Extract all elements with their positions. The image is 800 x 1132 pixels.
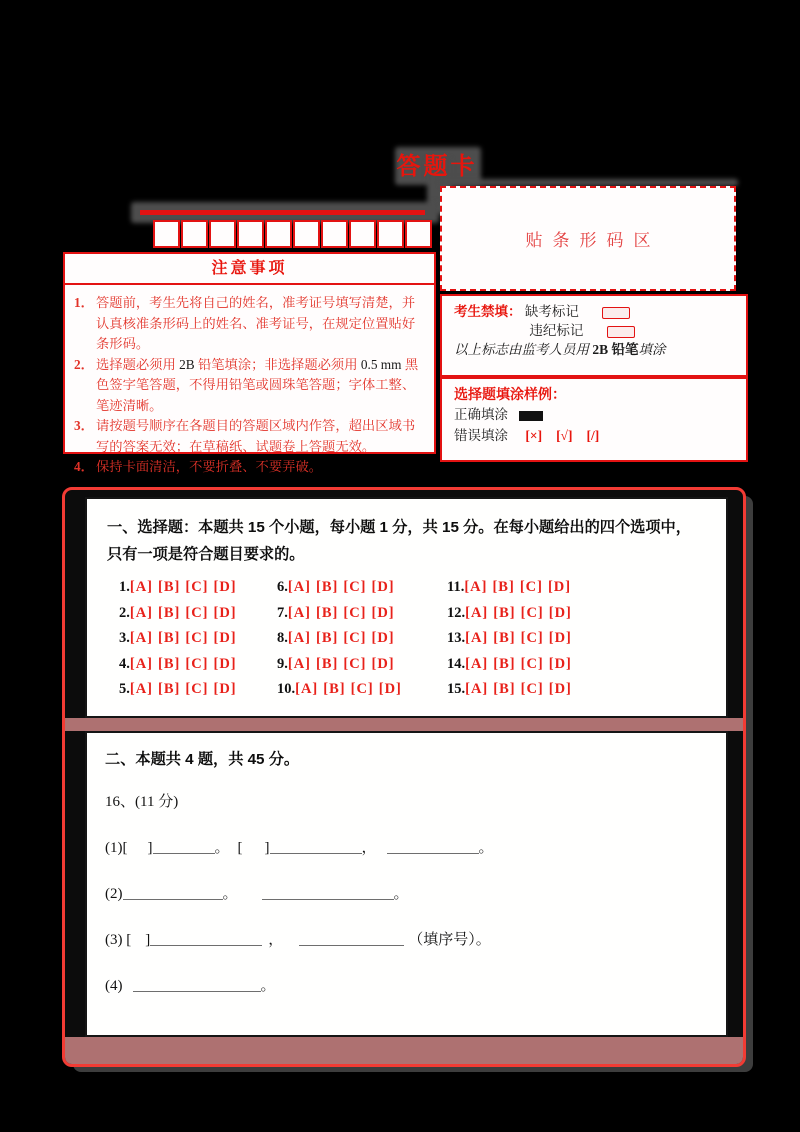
answer-blank-field[interactable]: [123, 885, 223, 900]
question-7: [277, 605, 447, 631]
option-bubble-3-A[interactable]: [A]: [129, 630, 154, 646]
question-number: 4.: [119, 655, 130, 672]
correct-fill-block: [519, 411, 543, 421]
answer-blank-field[interactable]: [153, 839, 215, 854]
question-15: [447, 681, 726, 707]
notice-item-2: [74, 355, 425, 417]
wrong-fill-marks: [511, 428, 599, 443]
notice-item-number: 2．: [74, 356, 94, 372]
option-bubble-10-B[interactable]: [B]: [323, 681, 346, 697]
answer-line-2: [105, 882, 708, 903]
notice-item-text: 请按题号顺序在各题目的答题区域内作答，超出区域书写的答案无效；在草稿纸、试题卷上答题无效。: [96, 418, 416, 454]
option-bubble-10-A[interactable]: [A]: [295, 681, 319, 697]
correct-fill-label: 正确填涂: [454, 407, 508, 422]
forbid-title: 考生禁填：: [454, 304, 522, 319]
answer-line-4: [105, 974, 708, 995]
notice-item-1: [74, 293, 425, 355]
answer-line-text: （填序号）。: [408, 932, 491, 948]
exam-number-box[interactable]: [349, 220, 376, 248]
option-bubble-4-B[interactable]: [B]: [158, 655, 181, 672]
answer-line-text: ，: [361, 840, 377, 856]
answer-line-text: 。: [393, 886, 409, 902]
option-bubble-1-D[interactable]: [D]: [213, 579, 237, 595]
question-number: 13.: [447, 630, 466, 646]
answer-blank-field[interactable]: [150, 931, 262, 946]
answer-blank-field[interactable]: [133, 977, 261, 992]
absent-mark-box[interactable]: [602, 307, 630, 319]
choice-section-box: [85, 497, 728, 718]
option-bubble-1-C[interactable]: [C]: [185, 579, 209, 595]
question-8: [277, 630, 447, 656]
answer-line-text: (1)[: [105, 840, 128, 856]
option-bubble-12-D[interactable]: [D]: [548, 604, 572, 621]
option-bubble-15-D[interactable]: [D]: [548, 681, 572, 697]
notice-item-text: 黑色签字笔答题，不得用铅笔或圆珠笔答题；字体工整、笔迹清晰。: [96, 356, 419, 413]
exam-number-boxes: [153, 220, 432, 248]
free-response-box: [85, 731, 728, 1037]
option-bubble-8-C[interactable]: [C]: [343, 630, 367, 646]
option-bubble-6-B[interactable]: [B]: [316, 579, 339, 595]
question-11: [447, 579, 726, 605]
question-number: 12.: [447, 604, 466, 621]
barcode-label: 贴条形码区: [525, 231, 661, 250]
exam-number-box[interactable]: [153, 220, 180, 248]
exam-number-box[interactable]: [321, 220, 348, 248]
forbid-note-post: 填涂: [638, 342, 666, 357]
option-bubble-14-D[interactable]: [D]: [548, 655, 572, 672]
option-bubble-5-A[interactable]: [A]: [129, 681, 154, 697]
notice-item-text: 0.5 mm: [360, 356, 405, 372]
option-bubble-9-C[interactable]: [C]: [343, 655, 367, 672]
option-bubble-4-C[interactable]: [C]: [185, 655, 209, 672]
option-bubble-11-D[interactable]: [D]: [547, 579, 572, 595]
notice-items: [65, 285, 434, 478]
option-bubble-5-B[interactable]: [B]: [158, 681, 181, 697]
answer-lines: [105, 836, 708, 995]
answer-line-1: [105, 836, 708, 857]
answer-line-text: [: [237, 840, 243, 856]
fill-sample-box: [440, 377, 748, 462]
question-number: 6.: [277, 579, 288, 595]
notice-item-text: 2B: [179, 356, 198, 372]
question-3: [119, 630, 277, 656]
notice-item-text: 保持卡面清洁，不要折叠、不要弄破。: [96, 459, 323, 474]
option-bubble-3-D[interactable]: [D]: [213, 630, 237, 646]
option-bubble-2-A[interactable]: [A]: [129, 604, 154, 621]
section2-heading: 二、本题共 4 题，共 45 分。: [105, 751, 300, 768]
notice-title: 注意事项: [65, 254, 434, 285]
option-bubble-14-C[interactable]: [C]: [520, 655, 544, 672]
absent-mark-label: 缺考标记: [524, 304, 579, 319]
question-number: 10.: [277, 681, 296, 697]
option-bubble-2-D[interactable]: [D]: [213, 604, 237, 621]
answer-line-3: [105, 928, 708, 949]
option-bubble-5-D[interactable]: [D]: [213, 681, 237, 697]
option-bubble-13-A[interactable]: [A]: [465, 630, 489, 646]
exam-number-box[interactable]: [237, 220, 264, 248]
answer-line-text: ]: [147, 840, 153, 856]
exam-number-box[interactable]: [293, 220, 320, 248]
question-10: [277, 681, 447, 707]
scan-smudge: [440, 179, 738, 186]
question-12: [447, 605, 726, 631]
option-bubble-11-B[interactable]: [B]: [492, 579, 515, 595]
question-number: 7.: [277, 604, 288, 621]
option-bubble-10-D[interactable]: [D]: [378, 681, 402, 697]
question-number: 15.: [447, 681, 466, 697]
option-bubble-8-B[interactable]: [B]: [316, 630, 339, 646]
option-bubble-15-A[interactable]: [A]: [465, 681, 489, 697]
answer-line-text: 。: [222, 886, 238, 902]
option-bubble-9-D[interactable]: [D]: [371, 655, 395, 672]
wrong-fill-mark: [/]: [586, 428, 600, 443]
exam-number-box[interactable]: [377, 220, 404, 248]
answer-blank-field[interactable]: [270, 839, 362, 854]
forbid-note: [454, 340, 746, 359]
option-bubble-9-A[interactable]: [A]: [287, 655, 312, 672]
violation-mark-label: 违纪标记: [529, 323, 584, 338]
answer-line-text: ]: [145, 932, 151, 948]
option-bubble-6-A[interactable]: [A]: [287, 579, 312, 595]
option-bubble-7-A[interactable]: [A]: [287, 604, 312, 621]
answer-line-text: 。: [214, 840, 230, 856]
divider-strip: [65, 718, 743, 731]
option-bubble-8-A[interactable]: [A]: [287, 630, 312, 646]
option-bubble-8-D[interactable]: [D]: [371, 630, 395, 646]
forbid-box: [440, 294, 748, 377]
bottom-strip: [65, 1037, 743, 1064]
option-bubble-7-C[interactable]: [C]: [343, 604, 367, 621]
absent-mark-row: [454, 302, 746, 321]
exam-number-box[interactable]: [405, 220, 432, 248]
option-bubble-7-B[interactable]: [B]: [316, 604, 339, 621]
question-number: 8.: [277, 630, 288, 646]
forbid-note-pre: 以上标志由监考人员用: [454, 342, 593, 357]
answer-line-text: (3) [: [105, 932, 132, 948]
wrong-fill-row: [454, 425, 746, 446]
option-bubble-10-C[interactable]: [C]: [350, 681, 374, 697]
option-bubble-15-C[interactable]: [C]: [520, 681, 544, 697]
option-bubble-3-C[interactable]: [C]: [185, 630, 209, 646]
exam-number-box[interactable]: [181, 220, 208, 248]
option-bubble-1-B[interactable]: [B]: [158, 579, 181, 595]
sample-title: 选择题填涂样例：: [454, 386, 566, 402]
notice-item-text: 铅笔填涂；非选择题必须用: [197, 356, 361, 372]
correct-fill-row: [454, 404, 746, 425]
exam-number-topline: [140, 210, 425, 215]
question-9: [277, 656, 447, 682]
answer-line-text: (4): [105, 978, 123, 994]
option-bubble-12-C[interactable]: [C]: [520, 604, 544, 621]
notice-box: [63, 252, 436, 474]
option-bubble-1-A[interactable]: [A]: [129, 579, 154, 595]
wrong-fill-mark: [×]: [525, 428, 543, 443]
option-bubble-14-B[interactable]: [B]: [493, 655, 516, 672]
exam-number-box[interactable]: [209, 220, 236, 248]
answer-blank-field[interactable]: [299, 931, 404, 946]
question-number: 5.: [119, 681, 130, 697]
option-bubble-11-A[interactable]: [A]: [464, 579, 488, 595]
option-bubble-14-A[interactable]: [A]: [465, 655, 489, 672]
option-bubble-4-D[interactable]: [D]: [213, 655, 237, 672]
answer-line-text: ，: [268, 932, 284, 948]
option-bubble-13-C[interactable]: [C]: [520, 630, 544, 646]
notice-item-text: 答题前，考生先将自己的姓名，准考证号填写清楚，并认真核准条形码上的姓名、准考证号，在规定位置贴好条形码。: [96, 295, 416, 351]
answer-line-text: (2): [105, 886, 123, 902]
option-bubble-15-B[interactable]: [B]: [493, 681, 516, 697]
option-bubble-12-A[interactable]: [A]: [465, 604, 489, 621]
question-2: [119, 605, 277, 631]
notice-item-number: 4．: [74, 459, 94, 474]
question-1: [119, 579, 277, 605]
violation-mark-box[interactable]: [607, 326, 635, 338]
answer-line-text: 。: [478, 840, 494, 856]
wrong-fill-label: 错误填涂: [454, 428, 508, 443]
notice-item-number: 3．: [74, 418, 94, 433]
answer-blank-field[interactable]: [262, 885, 394, 900]
answer-line-text: 。: [260, 978, 276, 994]
choice-grid: [119, 579, 726, 707]
barcode-paste-area[interactable]: [440, 186, 736, 291]
question-number: 2.: [119, 604, 130, 621]
option-bubble-12-B[interactable]: [B]: [493, 604, 516, 621]
wrong-fill-mark: [√]: [556, 428, 573, 443]
option-bubble-2-B[interactable]: [B]: [158, 604, 181, 621]
notice-item-number: 1．: [74, 295, 94, 310]
notice-item-text: 选择题必须用: [96, 356, 180, 372]
question-6: [277, 579, 447, 605]
option-bubble-13-D[interactable]: [D]: [548, 630, 572, 646]
exam-number-box[interactable]: [265, 220, 292, 248]
question-4: [119, 656, 277, 682]
question-number: 14.: [447, 655, 466, 672]
question-number: 9.: [277, 655, 288, 672]
notice-item-4: [74, 457, 425, 478]
option-bubble-11-C[interactable]: [C]: [519, 579, 543, 595]
question-number: 1.: [119, 579, 130, 595]
option-bubble-6-C[interactable]: [C]: [343, 579, 367, 595]
question-13: [447, 630, 726, 656]
question-number: 11.: [447, 579, 465, 595]
answer-blank-field[interactable]: [387, 839, 479, 854]
question-14: [447, 656, 726, 682]
violation-mark-row: [454, 321, 746, 340]
option-bubble-9-B[interactable]: [B]: [316, 655, 339, 672]
option-bubble-6-D[interactable]: [D]: [371, 579, 395, 595]
answer-line-text: ]: [264, 840, 270, 856]
forbid-note-bold: 2B 铅笔: [592, 342, 639, 357]
option-bubble-4-A[interactable]: [A]: [129, 655, 154, 672]
notice-item-3: [74, 416, 425, 457]
answer-region: [62, 487, 746, 1067]
question16-label: 16、(11 分): [105, 794, 179, 810]
question-number: 3.: [119, 630, 130, 646]
option-bubble-5-C[interactable]: [C]: [185, 681, 209, 697]
page-title: 答题卡: [396, 153, 478, 180]
option-bubble-13-B[interactable]: [B]: [493, 630, 516, 646]
section1-heading: 一、选择题：本题共 15 个小题，每小题 1 分，共 15 分。在每小题给出的四个选项中，只有一项是符合题目要求的。: [107, 519, 691, 563]
option-bubble-7-D[interactable]: [D]: [371, 604, 395, 621]
option-bubble-2-C[interactable]: [C]: [185, 604, 209, 621]
option-bubble-3-B[interactable]: [B]: [158, 630, 181, 646]
question-5: [119, 681, 277, 707]
